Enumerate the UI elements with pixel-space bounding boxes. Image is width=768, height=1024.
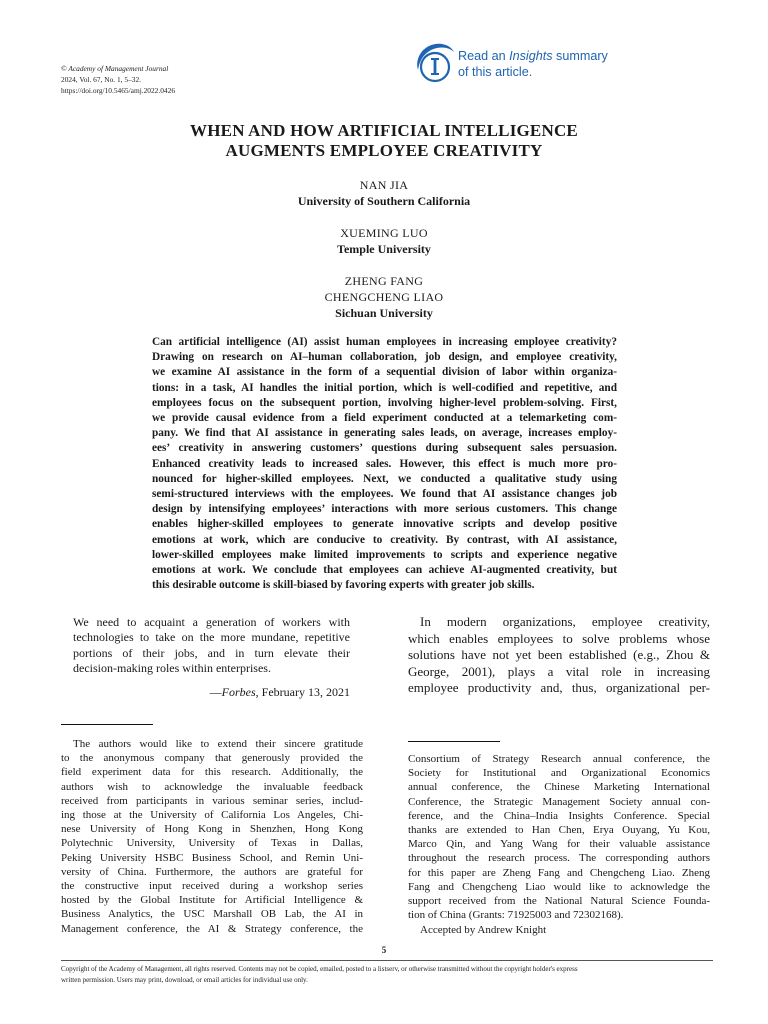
footnote-line: nese University of Hong Kong in Shenzhen, Hong Kong [61, 823, 363, 836]
footnote-line: ing those at the University of California Los Angeles, Chi- [61, 809, 363, 822]
citation-doi[interactable]: https://doi.org/10.5465/amj.2022.0426 [61, 86, 176, 95]
abstract-line: this desirable outcome is skill-biased by favoring experts with greater job skills. [152, 579, 535, 592]
abstract-line: emotions at work. We conclude that employees can achieve AI-augmented creativity, but [152, 564, 617, 577]
footnote-line: Peking University HSBC Business School, and Remin Uni- [61, 851, 363, 864]
footnote-line: tion of China (Grants: 71925003 and 72302168). [408, 909, 624, 922]
abstract-line: nounced for higher-skilled employees. Next, we conducted a qualitative study using [152, 472, 617, 485]
footnote-line: Polytechnic University, University of Texas in Dallas, [61, 837, 363, 850]
footnote-line: annual conference, the Chinese Marketing International [408, 781, 710, 794]
abstract-line: tions: in a task, AI handles the initial portion, which is well-codified and repetitive, and [152, 381, 617, 394]
author-block-1 [150, 177, 618, 209]
epigraph [73, 615, 350, 700]
author-block-2 [150, 225, 618, 257]
footnote-line: authors wish to acknowledge the invaluable feedback [61, 780, 363, 793]
abstract-line: design by intensifying employees’ interactions with more serious customers. This change [152, 503, 617, 516]
footnote-line: versity of China. Furthermore, the authors are grateful for [61, 865, 363, 878]
footnote-line: Conference, the Strategic Management Society annual con- [408, 795, 710, 808]
intro-line: solutions have not yet been established (e.g., Zhou & [408, 647, 710, 662]
copyright-notice [61, 964, 713, 985]
footnote-left [61, 737, 363, 936]
footnote-line: hosted by the Global Institute for Artificial Intelligence & [61, 894, 363, 907]
footnote-line: The authors would like to extend their sincere gratitude [73, 738, 363, 750]
epigraph-publication: Forbes [221, 685, 256, 700]
intro-line: employee productivity and, thus, organizational per- [408, 680, 710, 695]
footnote-line: Marco Qin, and Yang Wang for their valuable assistance [408, 838, 710, 851]
insights-logo-icon [412, 40, 458, 86]
epigraph-line: decision-making roles within enterprises. [73, 660, 271, 675]
abstract-line: emotions at work, which are conducive to creativity. By contrast, with AI assistance, [152, 533, 617, 546]
intro-line: In modern organizations, employee creativity, [420, 614, 710, 629]
citation-block [61, 63, 321, 96]
abstract-line: pany. We find that AI assistance in generating sales leads, on average, increases employ- [152, 427, 617, 440]
epigraph-date: , February 13, 2021 [255, 685, 350, 700]
insights-text-post: summary [552, 49, 608, 63]
epigraph-source [73, 685, 350, 700]
abstract-line: we provide causal evidence from a field experiment conducted at a telemarketing com- [152, 412, 617, 425]
footnote-right [408, 752, 710, 938]
insights-text[interactable] [458, 48, 608, 80]
title-line-2: AUGMENTS EMPLOYEE CREATIVITY [225, 141, 543, 160]
page-number: 5 [381, 945, 387, 955]
footnote-line: Management conference, the AI & Strategy conference, the [61, 922, 363, 935]
insights-text-pre: Read an [458, 49, 510, 63]
footnote-rule-left [61, 724, 153, 725]
insights-summary-link[interactable] [412, 40, 612, 90]
abstract [152, 335, 617, 593]
epigraph-quote [73, 615, 350, 676]
abstract-line: we examine AI assistance in the form of a sequential division of labor within organiza- [152, 366, 617, 379]
epigraph-line: portions of their jobs, and in turn elevate their [73, 645, 350, 660]
footnote-line: thanks are extended to Han Chen, Erya Ouyang, Yu Kou, [408, 824, 710, 837]
intro-line: George, 2001), plays a vital role in increasing [408, 663, 710, 679]
abstract-line: Enhanced creativity leads to increased sales. However, this effect is much more pro- [152, 457, 617, 470]
title-line-1: WHEN AND HOW ARTIFICIAL INTELLIGENCE [190, 121, 578, 140]
author-affiliation: University of Southern California [297, 194, 471, 208]
abstract-line: employees focus on the subsequent portion, involving higher-level problem-solving. First, [152, 396, 617, 409]
abstract-line: Drawing on research on AI–human collaboration, job design, and employee creativity, [152, 351, 617, 364]
accepted-by: Accepted by Andrew Knight [420, 924, 547, 937]
author-name: ZHENG FANG [344, 274, 424, 288]
insights-text-em: Insights [509, 49, 553, 63]
copyright-line-1: Copyright of the Academy of Management, all rights reserved. Contents may not be copied, emailed, posted to a listserv, or otherwise transmitted without the copyright holder's express [61, 965, 578, 973]
author-name: XUEMING LUO [340, 226, 428, 240]
intro-line: which enables employees to solve problems whose [408, 630, 710, 646]
footnote-line: throughout the research process. The corresponding authors [408, 852, 710, 865]
epigraph-line: We need to acquaint a generation of workers with [73, 615, 350, 629]
copyright-line-2: written permission. Users may print, download, or email articles for individual use only. [61, 975, 308, 984]
author-affiliation: Sichuan University [335, 306, 433, 320]
article-title [100, 121, 668, 161]
footnote-line: ference, and the China–India Insights Conference. Special [408, 809, 710, 822]
epigraph-dash: — [209, 685, 222, 700]
author-name: NAN JIA [359, 178, 409, 192]
footnote-line: Fang and Chengcheng Liao would like to acknowledge the [408, 880, 710, 893]
abstract-line: enables higher-skilled employees to generate innovative scripts and develop positive [152, 518, 617, 531]
footer-rule [61, 960, 713, 961]
abstract-line: Can artificial intelligence (AI) assist human employees in increasing employee creativity? [152, 336, 617, 348]
footnote-line: field experiment data for this research. Additionally, the [61, 766, 363, 779]
epigraph-line: technologies to take on the more mundane, repetitive [73, 630, 350, 645]
abstract-line: lower-skilled employees make limited improvements to scripts and experience negative [152, 548, 617, 561]
abstract-line: semi-structured interviews with the employees. We found that AI assistance changes job [152, 488, 617, 501]
author-name: CHENGCHENG LIAO [324, 290, 444, 304]
footnote-line: Business Analytics, the USC Marshall OB Lab, the AI in [61, 908, 363, 921]
footnote-line: the constructive input received during a workshop series [61, 880, 363, 893]
author-block-3 [150, 273, 618, 321]
footnote-line: Society for Institutional and Organizational Economics [408, 767, 710, 780]
footnote-line: received from participants in various seminar series, includ- [61, 794, 363, 807]
footnote-line: for this paper are Zheng Fang and Chengcheng Liao. Zheng [408, 866, 710, 879]
intro-paragraph [408, 614, 710, 697]
insights-text-line2: of this article. [458, 65, 533, 79]
citation-volume: 2024, Vol. 67, No. 1, 5–32. [61, 75, 142, 84]
footnote-line: to the anonymous company that generously provided the [61, 752, 363, 765]
footnote-line: support received from the National Natural Science Founda- [408, 895, 710, 908]
author-affiliation: Temple University [337, 242, 431, 256]
citation-journal: © Academy of Management Journal [61, 64, 169, 73]
footnote-line: Consortium of Strategy Research annual conference, the [408, 753, 710, 765]
abstract-line: ees’ creativity in answering customers’ questions during subsequent sales persuasion. [152, 442, 617, 455]
footnote-rule-right [408, 741, 500, 742]
